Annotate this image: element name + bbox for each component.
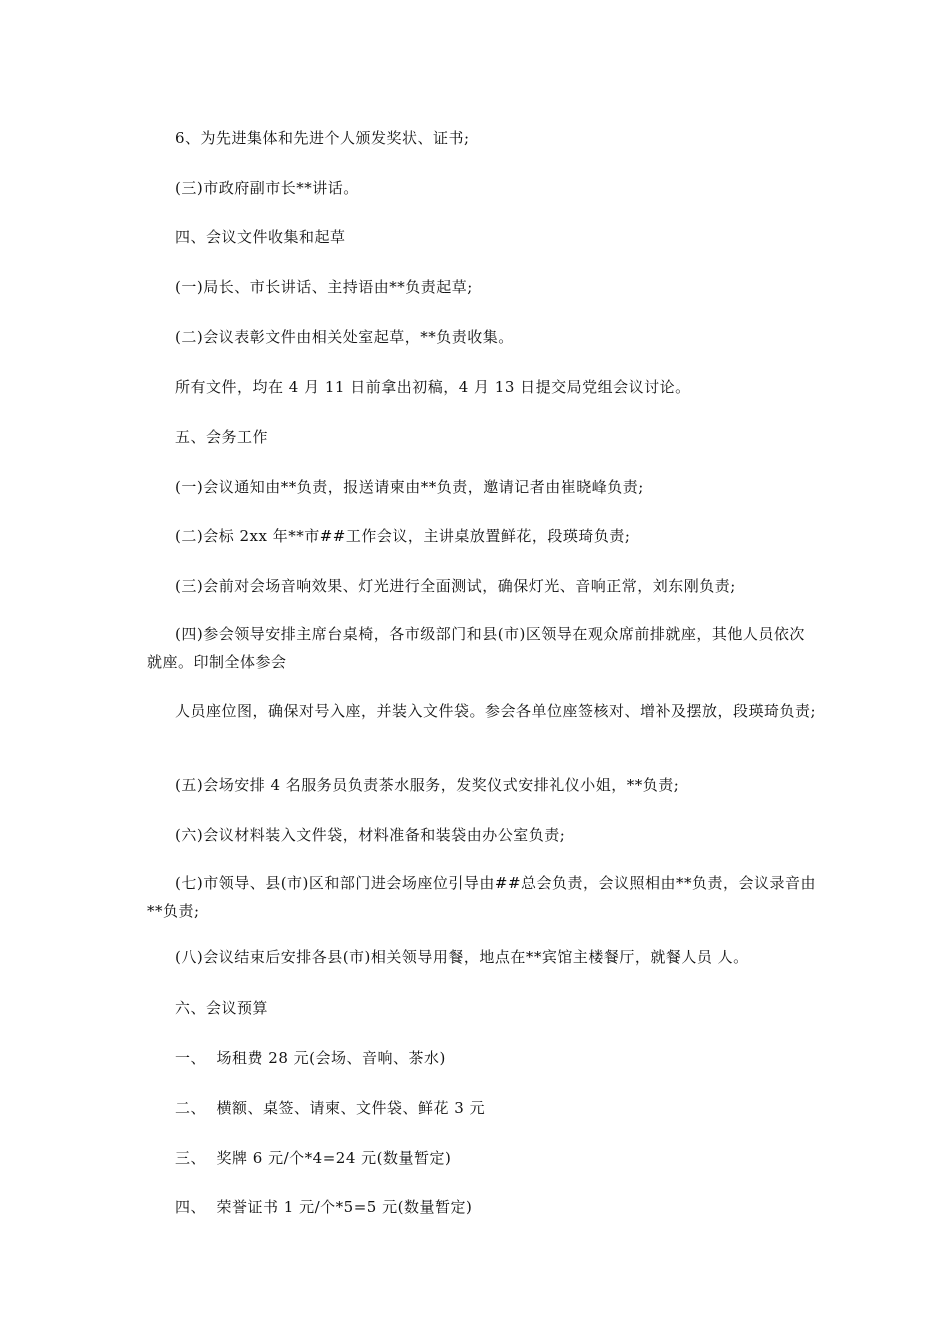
budget-item-venue: 一、 场租费 28 元(会场、音响、茶水)	[175, 1049, 446, 1067]
seating-arrangement-paragraph: (四)参会领导安排主席台桌椅，各市级部门和县(市)区领导在观众席前排就座，其他人员依次就座。印制全体参会	[147, 625, 805, 671]
commendation-docs-paragraph: (二)会议表彰文件由相关处室起草，**负责收集。	[175, 328, 514, 346]
tea-service-paragraph: (五)会场安排 4 名服务员负责茶水服务，发奖仪式安排礼仪小姐，**负责;	[175, 776, 680, 794]
sound-light-test-paragraph: (三)会前对会场音响效果、灯光进行全面测试，确保灯光、音响正常，刘东刚负责;	[175, 577, 736, 595]
meal-arrangement-paragraph: (八)会议结束后安排各县(市)相关领导用餐，地点在**宾馆主楼餐厅，就餐人员 人。	[175, 948, 749, 966]
section-heading-budget: 六、会议预算	[175, 999, 269, 1017]
deadline-paragraph: 所有文件，均在 4 月 11 日前拿出初稿，4 月 13 日提交局党组会议讨论。	[175, 378, 691, 396]
budget-item-certificates: 四、 荣誉证书 1 元/个*5=5 元(数量暂定)	[175, 1198, 473, 1216]
award-item-paragraph: 6、为先进集体和先进个人颁发奖状、证书;	[175, 129, 470, 147]
budget-item-medals: 三、 奖牌 6 元/个*4=24 元(数量暂定)	[175, 1149, 452, 1167]
seating-chart-paragraph: 人员座位图，确保对号入座，并装入文件袋。参会各单位座签核对、增补及摆放，段瑛琦负责;	[175, 702, 817, 720]
vice-mayor-speech-paragraph: (三)市政府副市长**讲话。	[175, 179, 359, 197]
materials-paragraph: (六)会议材料装入文件袋，材料准备和装袋由办公室负责;	[175, 826, 566, 844]
section-heading-documents: 四、会议文件收集和起草	[175, 228, 346, 246]
notification-paragraph: (一)会议通知由**负责，报送请柬由**负责，邀请记者由崔晓峰负责;	[175, 478, 644, 496]
drafting-speech-paragraph: (一)局长、市长讲话、主持语由**负责起草;	[175, 278, 473, 296]
guidance-photo-paragraph: (七)市领导、县(市)区和部门进会场座位引导由##总会负责，会议照相由**负责，会议录音由**负责;	[147, 874, 817, 920]
section-heading-affairs: 五、会务工作	[175, 428, 269, 446]
budget-item-banners: 二、 横额、桌签、请柬、文件袋、鲜花 3 元	[175, 1099, 486, 1117]
banner-paragraph: (二)会标 2xx 年**市##工作会议，主讲桌放置鲜花，段瑛琦负责;	[175, 527, 631, 545]
